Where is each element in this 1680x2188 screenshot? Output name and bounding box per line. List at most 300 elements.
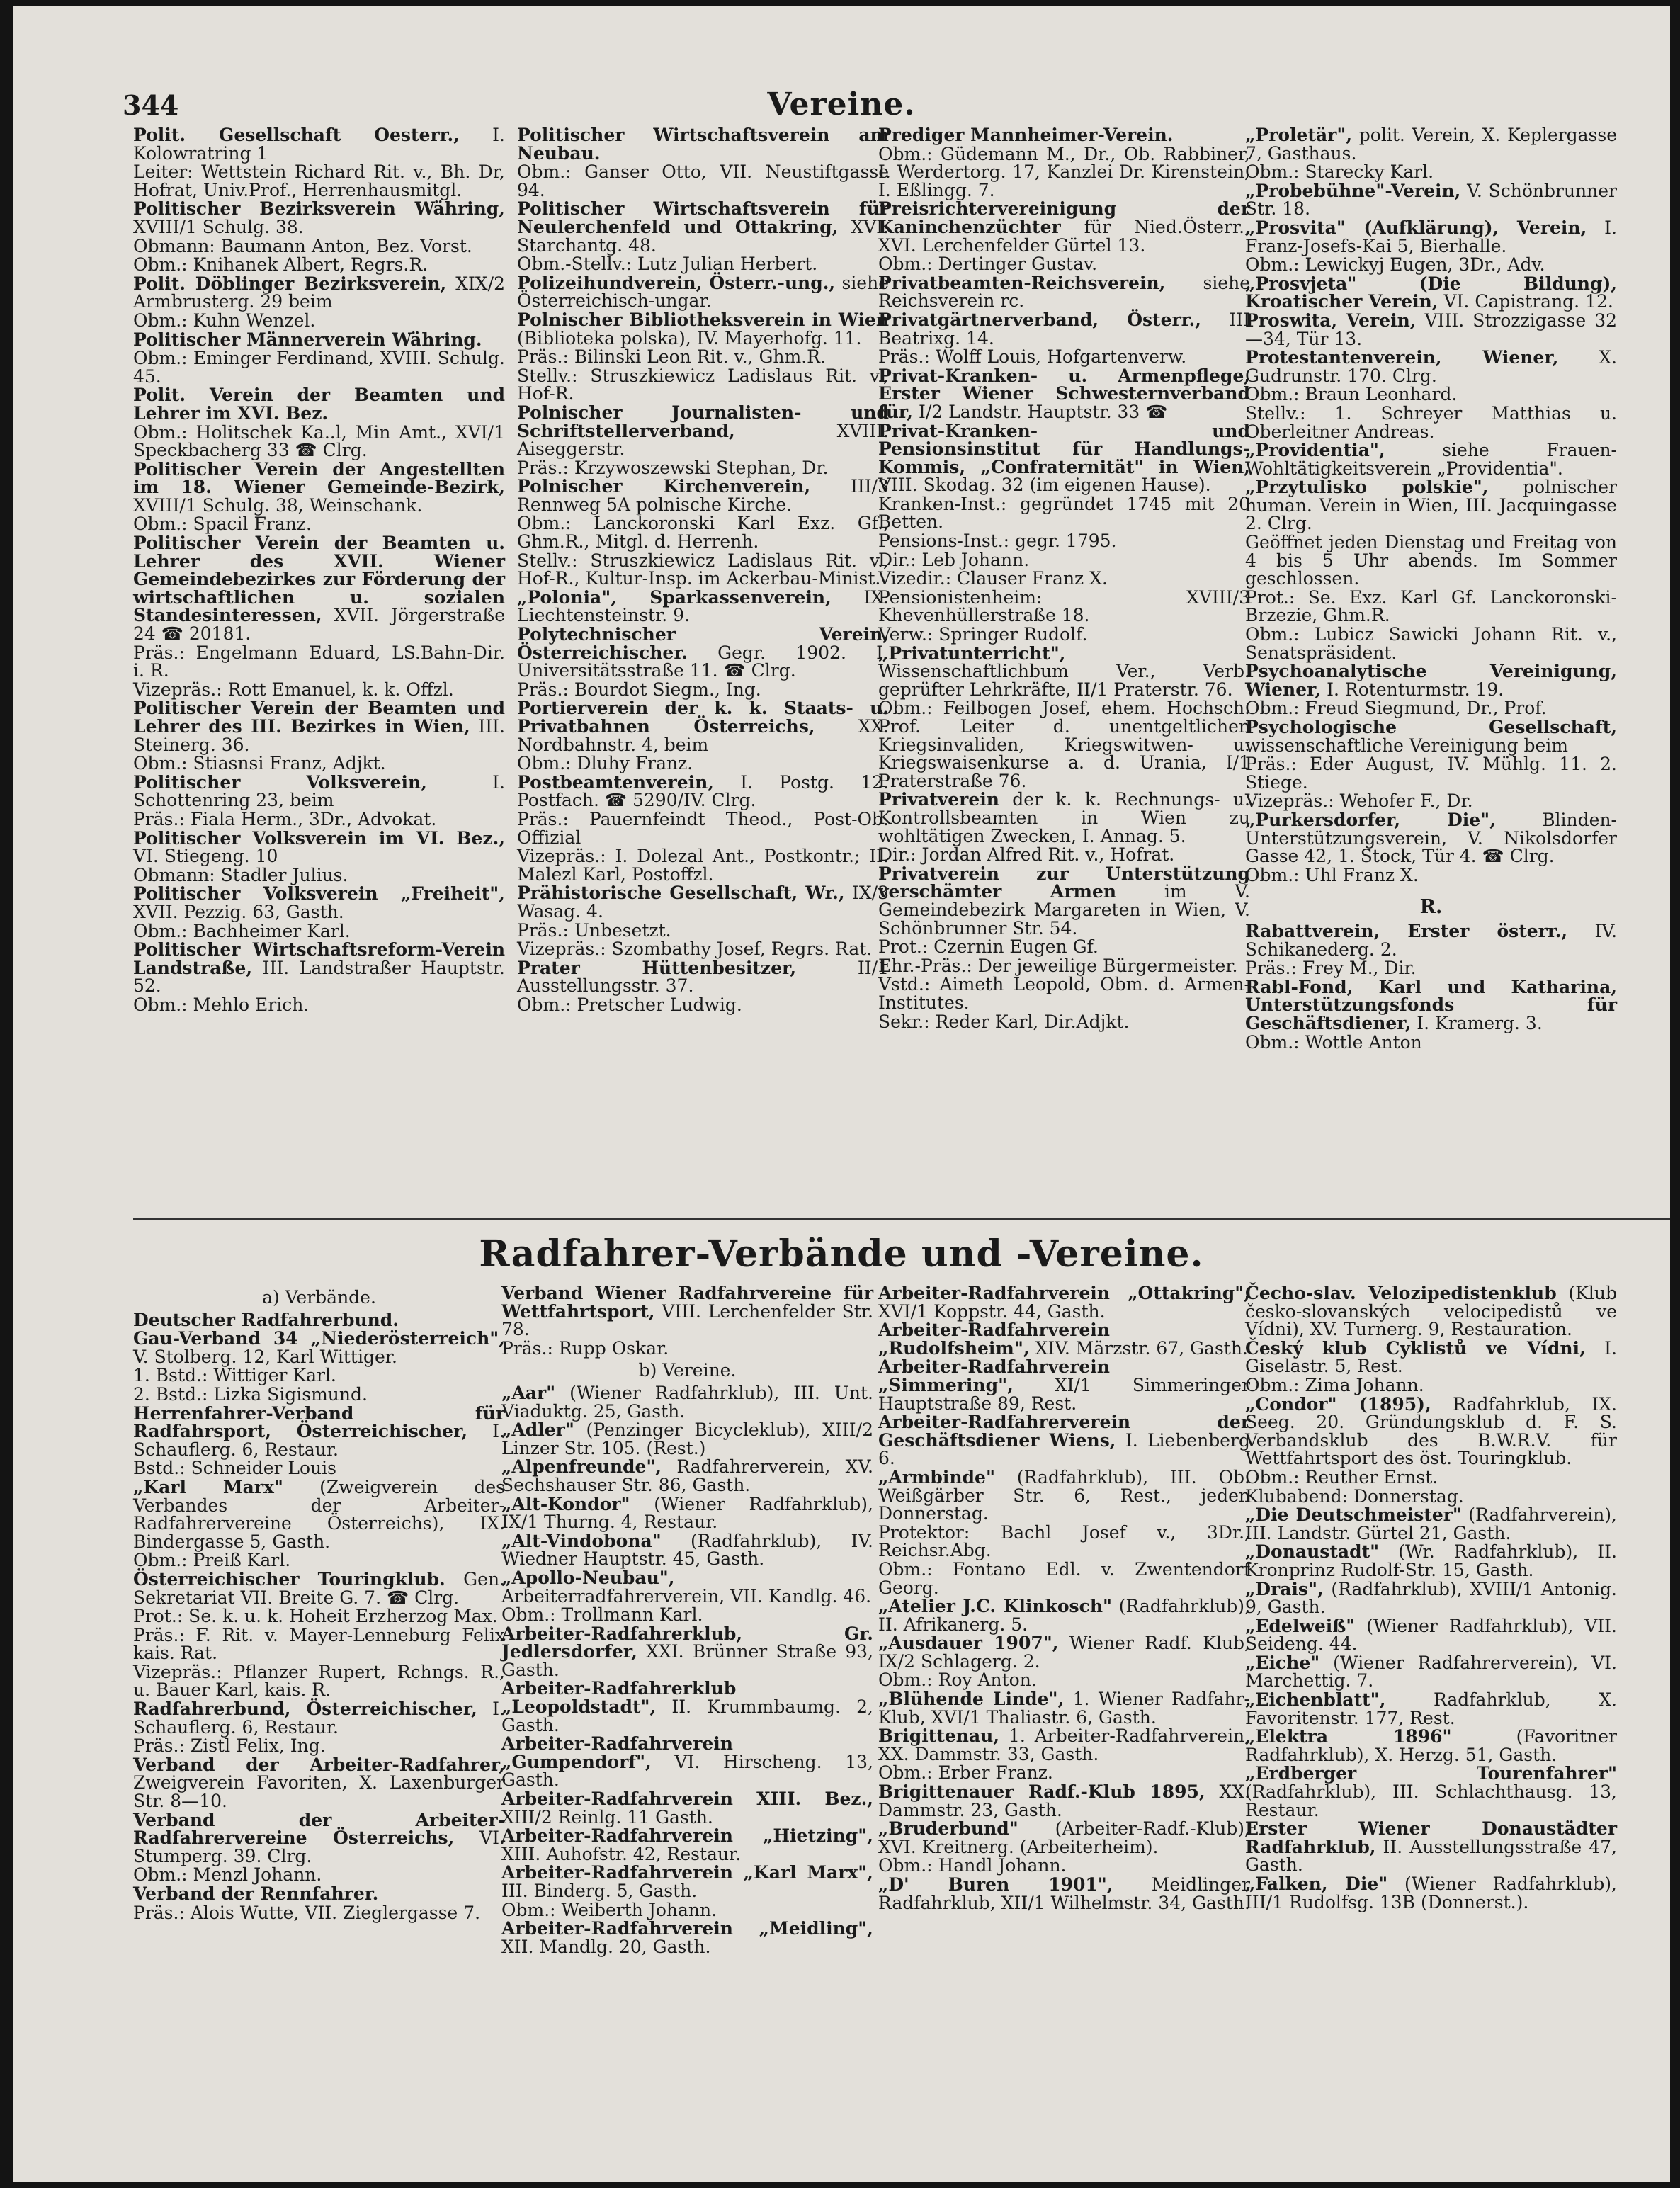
entry-name: Radfahrerbund, Österreichischer,: [133, 1699, 477, 1720]
bottom-column-2: [501, 1284, 873, 1956]
directory-entry: [517, 940, 889, 958]
entry-name: „Atelier J.C. Klinkosch": [878, 1596, 1113, 1617]
directory-entry: [501, 1901, 873, 1920]
entry-details: I. Kolowratring 1: [133, 125, 505, 164]
entry-name: „Erdberger Tourenfahrer": [1245, 1763, 1617, 1784]
entry-details: Vizepräs.: Szombathy Josef, Regrs. Rat.: [517, 939, 873, 960]
directory-entry: [517, 996, 889, 1014]
entry-name: Erster Wiener Donaustädter Radfahrklub,: [1245, 1818, 1617, 1857]
directory-entry: [878, 1468, 1250, 1523]
directory-entry: [517, 959, 889, 995]
entry-details: Arbeiterradfahrerverein, VII. Kandlg. 46.: [501, 1585, 872, 1606]
directory-entry: [878, 938, 1250, 956]
entry-details: Präs.: Fiala Herm., 3Dr., Advokat.: [133, 808, 437, 829]
entry-name: Politischer Verein der Beamten und Lehrer des III. Bezirkes in Wien,: [133, 698, 505, 737]
entry-details: (Radfahrklub), II. Afrikanerg. 5.: [878, 1596, 1250, 1635]
entry-name: Protestantenverein, Wiener,: [1245, 347, 1559, 368]
directory-entry: [1245, 1764, 1617, 1819]
entry-details: II/1 Ausstellungsstr. 37.: [517, 957, 890, 997]
entry-name: Polit. Verein der Beamten und Lehrer im XVI. Bez.: [133, 385, 505, 424]
directory-entry: [133, 126, 505, 162]
entry-details: (Arbeiter-Radf.-Klub), XVI. Kreitnerg. (Arbeiterheim).: [878, 1818, 1250, 1857]
directory-entry: [1245, 182, 1617, 218]
directory-entry: [1245, 1543, 1617, 1579]
directory-entry: [133, 421, 505, 461]
entry-details: XX. Dammstr. 23, Gasth.: [878, 1781, 1250, 1820]
directory-entry: [133, 754, 505, 773]
entry-details: XIX/2 Armbrusterg. 29 beim: [133, 273, 505, 312]
entry-details: Obm.: Roy Anton.: [878, 1670, 1037, 1691]
directory-entry: [878, 255, 1250, 273]
directory-entry: [133, 1551, 505, 1570]
entry-details: Pensionistenheim: XVIII/3 Khevenhüllerstraße 18.: [878, 586, 1250, 626]
directory-entry: [878, 957, 1250, 975]
entry-name: „Aar": [501, 1382, 556, 1403]
directory-entry: [133, 922, 505, 941]
entry-details: VI. Hirscheng. 13, Gasth.: [501, 1751, 873, 1791]
entry-name: Verband Wiener Radfahrvereine für Wettfahrtsport,: [501, 1283, 873, 1322]
directory-entry: [878, 532, 1250, 550]
top-column-1: [133, 126, 505, 1015]
entry-details: Obm.: Güdemann M., Dr., Ob. Rabbiner, I. Werdertorg. 17, Kanzlei Dr. Kirenstein, I. Eßlingg. 7.: [878, 143, 1250, 200]
directory-entry: [878, 699, 1250, 790]
entry-name: „Alpenfreunde",: [501, 1456, 662, 1478]
entry-details: Präs.: Bilinski Leon Rit. v., Ghm.R.: [517, 346, 826, 368]
entry-name: „D' Buren 1901",: [878, 1874, 1113, 1895]
directory-entry: [517, 586, 889, 626]
directory-entry: [878, 1634, 1250, 1670]
directory-entry: [1245, 478, 1617, 533]
entry-details: III Beatrixg. 14.: [878, 309, 1251, 348]
entry-details: Obm.: Wottle Anton: [1245, 1031, 1422, 1053]
directory-entry: [517, 200, 889, 254]
directory-entry: [501, 1625, 873, 1679]
entry-name: „Condor" (1895),: [1245, 1393, 1431, 1415]
directory-entry: [501, 1421, 873, 1457]
entry-name: „Falken, Die": [1245, 1874, 1388, 1894]
entry-name: Český klub Cyklistů ve Vídni,: [1245, 1337, 1586, 1359]
directory-entry: [517, 847, 889, 883]
entry-name: Politischer Volksverein,: [133, 771, 427, 793]
directory-entry: [878, 422, 1250, 494]
directory-entry: [133, 312, 505, 330]
entry-details: Stellv.: 1. Schreyer Matthias u. Oberleitner Andreas.: [1245, 402, 1617, 442]
entry-details: VI. Stiegeng. 10: [133, 846, 278, 867]
entry-details: (Radfahrverein), III. Landstr. Gürtel 21, Gasth.: [1245, 1504, 1617, 1543]
bottom-column-1: [133, 1284, 505, 1922]
directory-entry: [878, 311, 1250, 347]
directory-entry: [517, 810, 889, 846]
entry-details: IX/3 Wasag. 4.: [517, 883, 889, 922]
entry-name: „Die Deutschmeister": [1245, 1504, 1462, 1526]
directory-entry: [501, 1790, 873, 1826]
entry-name: Politischer Männerverein Währing.: [133, 329, 482, 350]
entry-details: Präs.: Engelmann Eduard, LS.Bahn-Dir. i. R.: [133, 642, 505, 681]
entry-details: Verw.: Springer Rudolf.: [878, 624, 1088, 645]
directory-entry: [1245, 163, 1617, 181]
entry-name: Politischer Volksverein im VI. Bez.,: [133, 827, 505, 849]
directory-entry: [1245, 126, 1617, 162]
entry-name: Polnischer Bibliotheksverein in Wien: [517, 309, 889, 330]
entry-details: (Wiener Radfahrklub), VII. Seideng. 44.: [1245, 1615, 1617, 1655]
entry-name: Politischer Verein der Beamten u. Lehrer des XVII. Wiener Gemeindebezirkes zur Förderung der wirtschaftlichen u. sozialen Standesinteressen,: [133, 533, 505, 626]
entry-name: Portierverein der k. k. Staats- u. Privatbahnen Österreichs,: [517, 698, 889, 737]
entry-details: III/3 Rennweg 5A polnische Kirche.: [517, 476, 889, 515]
directory-entry: [133, 1402, 505, 1460]
entry-details: XVIII. Aiseggerstr.: [517, 420, 889, 460]
directory-entry: [1245, 1376, 1617, 1395]
top-column-4: [1245, 126, 1617, 1052]
entry-details: (Favoritner Radfahrklub), X. Herzg. 51, Gasth.: [1245, 1726, 1617, 1765]
directory-entry: [1245, 718, 1617, 754]
entry-details: wissenschaftliche Vereinigung beim: [1245, 735, 1568, 756]
entry-details: Obm.: Uhl Franz X.: [1245, 864, 1419, 885]
entry-details: Obm.: Stiasnsi Franz, Adjkt.: [133, 753, 386, 774]
entry-details: Bstd.: Schneider Louis: [133, 1458, 336, 1479]
directory-entry: [501, 1679, 873, 1734]
entry-name: Polnischer Kirchenverein,: [517, 476, 811, 497]
directory-entry: [517, 681, 889, 699]
directory-entry: [501, 1339, 873, 1358]
directory-entry: [133, 386, 505, 422]
entry-details: Obm.: Fontano Edl. v. Zwentendorf Georg.: [878, 1558, 1250, 1598]
entry-details: X. Gudrunstr. 170. Clrg.: [1245, 347, 1617, 386]
entry-details: Obmann: Baumann Anton, Bez. Vorst.: [133, 235, 472, 256]
directory-entry: [517, 699, 889, 754]
entry-name: „Donaustadt": [1245, 1541, 1380, 1563]
entry-details: Vstd.: Aimeth Leopold, Obm. d. Armen-Institutes.: [878, 974, 1250, 1013]
directory-entry: [133, 1311, 505, 1330]
entry-name: „Edelweiß": [1245, 1615, 1356, 1636]
directory-entry: [133, 1885, 505, 1903]
top-column-3: [878, 126, 1250, 1031]
directory-entry: [1245, 1875, 1617, 1911]
entry-name: Österreichischer Touringklub.: [133, 1568, 445, 1589]
entry-name: Gau-Verband 34 „Niederösterreich",: [133, 1328, 505, 1349]
entry-details: Obm.: Handl Johann.: [878, 1855, 1067, 1876]
directory-entry: [1245, 312, 1617, 348]
entry-details: XIII. Auhofstr. 42, Restaur.: [501, 1843, 742, 1864]
directory-entry: [878, 1857, 1250, 1875]
directory-entry: [878, 1690, 1250, 1726]
entry-name: Prähistorische Gesellschaft, Wr.,: [517, 883, 845, 904]
directory-entry: [1245, 348, 1617, 385]
directory-entry: [133, 163, 505, 199]
directory-entry: [878, 1783, 1250, 1819]
directory-entry: [878, 790, 1250, 845]
entry-name: „Polonia", Sparkassenverein,: [517, 586, 832, 608]
entry-details: Vizepräs.: Pflanzer Rupert, Rchngs. R., u. Bauer Karl, kais. R.: [133, 1661, 505, 1701]
directory-entry: [501, 1284, 873, 1339]
entry-details: Radfahrklub, X. Favoritenstr. 177, Rest.: [1245, 1689, 1617, 1728]
directory-entry: [878, 348, 1250, 366]
entry-name: „Eiche": [1245, 1652, 1320, 1673]
entry-name: Polytechnischer Verein, Österreichischer.: [517, 624, 889, 663]
entry-name: Rabl-Fond, Karl und Katharina, Unterstützungsfonds für Geschäftsdiener,: [1245, 976, 1617, 1033]
directory-entry: [517, 255, 889, 273]
entry-details: Sekr.: Reder Karl, Dir.Adjkt.: [878, 1011, 1130, 1032]
directory-entry: [878, 1764, 1250, 1782]
directory-entry: [878, 1671, 1250, 1689]
entry-details: XXI. Brünner Straße 93, Gasth.: [501, 1641, 873, 1680]
directory-entry: [133, 1737, 505, 1755]
entry-details: Zweigverein Favoriten, X. Laxenburger Str. 8—10.: [133, 1772, 505, 1812]
entry-details: (Penzinger Bicycleklub), XIII/2 Linzer Str. 105. (Rest.): [501, 1419, 873, 1458]
entry-details: (Wiener Radfahrerverein), VI. Marchettig. 7.: [1245, 1652, 1617, 1691]
directory-entry: [517, 884, 889, 920]
directory-entry: [517, 459, 889, 477]
entry-details: (Wiener Radfahrklub), IX/1 Thurng. 4, Restaur.: [501, 1493, 873, 1533]
directory-entry: [878, 1876, 1250, 1912]
directory-entry: [517, 311, 889, 347]
directory-entry: [517, 773, 889, 810]
directory-entry: [878, 274, 1250, 310]
entry-name: „Drais",: [1245, 1578, 1324, 1599]
entry-details: (Radfahrklub), XVIII/1 Antonig. 9, Gasth.: [1245, 1578, 1617, 1618]
directory-entry: [133, 1904, 505, 1922]
directory-entry: [501, 1606, 873, 1624]
entry-details: Dir.: Leb Johann.: [878, 549, 1030, 570]
entry-details: Obm.: Bachheimer Karl.: [133, 920, 351, 941]
directory-entry: [878, 126, 1250, 144]
directory-entry: [878, 642, 1250, 700]
entry-details: Präs.: Eder August, IV. Mühlg. 11. 2. Stiege.: [1245, 754, 1617, 793]
entry-name: Prater Hüttenbesitzer,: [517, 957, 797, 978]
directory-entry: [133, 941, 505, 995]
directory-entry: [1245, 1487, 1617, 1506]
entry-details: (Zweigverein des Verbandes der Arbeiter-Radfahrervereine Österreichs), IX. Bindergasse 5, Gasth.: [133, 1476, 505, 1552]
entry-details: Obm.: Weiberth Johann.: [501, 1899, 717, 1920]
entry-details: 1. Bstd.: Wittiger Karl.: [133, 1365, 336, 1386]
entry-details: Geöffnet jeden Dienstag und Freitag von 4 bis 5 Uhr abends. Im Sommer geschlossen.: [1245, 532, 1617, 589]
entry-details: der k. k. Rechnungs- u. Kontrollsbeamten in Wien zu wohltätigen Zwecken, I. Annag. 5.: [878, 789, 1250, 846]
directory-entry: [878, 1321, 1250, 1357]
entry-name: „Apollo-Neubau",: [501, 1567, 675, 1588]
entry-name: „Probebühne"-Verein,: [1245, 180, 1461, 201]
entry-details: polnischer human. Verein in Wien, III. Jacquingasse 2. Clrg.: [1245, 477, 1617, 534]
entry-name: Verband der Rennfahrer.: [133, 1883, 379, 1904]
directory-entry: [1245, 866, 1617, 885]
entry-name: „Prosvita" (Aufklärung), Verein,: [1245, 217, 1587, 238]
entry-name: Polit. Gesellschaft Oesterr.,: [133, 125, 460, 145]
entry-name: „Alt-Vindobona": [501, 1530, 662, 1551]
entry-details: Dir.: Jordan Alfred Rit. v., Hofrat.: [878, 844, 1175, 866]
page-number: 344: [123, 89, 179, 121]
entry-name: Prediger Mannheimer-Verein.: [878, 125, 1174, 145]
directory-entry: [1245, 811, 1617, 866]
entry-details: VI. Capistrang. 12.: [1438, 291, 1613, 312]
entry-details: V. Schönbrunner Str. 18.: [1245, 180, 1617, 220]
entry-details: XVI/1 Koppstr. 44, Gasth.: [878, 1300, 1106, 1322]
entry-details: Obmann: Stadler Julius.: [133, 864, 348, 885]
entry-name: Arbeiter-Radfahrverein „Rudolfsheim",: [878, 1320, 1110, 1359]
entry-details: XIII/2 Reinlg. 11 Gasth.: [501, 1806, 713, 1827]
entry-name: Arbeiter-Radfahrerverein der Geschäftsdiener Wiens,: [878, 1412, 1250, 1451]
entry-details: I. Liebenberg 6.: [878, 1429, 1251, 1469]
entry-details: Kranken-Inst.: gegründet 1745 mit 20 Betten.: [878, 493, 1250, 533]
entry-name: „Purkersdorfer, Die",: [1245, 809, 1496, 830]
entry-name: Arbeiter-Radfahrverein „Hietzing",: [501, 1825, 873, 1847]
entry-name: „Ausdauer 1907",: [878, 1633, 1059, 1654]
entry-details: 1. Arbeiter-Radfahrverein, XX. Dammstr. 33, Gasth.: [878, 1725, 1250, 1764]
directory-entry: [133, 237, 505, 256]
entry-name: Polizeihundverein, Österr.-ung.,: [517, 272, 836, 293]
directory-entry: [1245, 699, 1617, 718]
entry-details: IV. Schikanederg. 2.: [1245, 920, 1618, 960]
entry-name: Brigittenau,: [878, 1725, 1000, 1747]
entry-details: Obm.: Spacil Franz.: [133, 514, 312, 535]
directory-entry: [133, 1366, 505, 1385]
directory-entry: [133, 515, 505, 533]
directory-entry: [133, 460, 505, 515]
entry-name: „Bruderbund": [878, 1818, 1018, 1840]
directory-entry: [878, 625, 1250, 644]
entry-details: Klubabend: Donnerstag.: [1245, 1485, 1464, 1507]
entry-details: Obm.: Ganser Otto, VII. Neustiftgasse 94.: [517, 161, 889, 200]
directory-entry: [1245, 441, 1617, 477]
directory-entry: [1245, 1033, 1617, 1052]
entry-name: „Elektra 1896": [1245, 1726, 1452, 1747]
entry-details: (Klub česko-slovanských velocipedistů ve Vídni), XV. Turnerg. 9, Restauration.: [1245, 1283, 1617, 1340]
directory-entry: [1245, 385, 1617, 404]
entry-name: „Przytulisko polskie",: [1245, 477, 1489, 498]
directory-entry: [1245, 755, 1617, 791]
entry-details: Obm.: Eminger Ferdinand, XVIII. Schulg. 45.: [133, 348, 505, 387]
entry-name: Politischer Volksverein „Freiheit",: [133, 883, 505, 905]
directory-entry: [1245, 1580, 1617, 1616]
directory-entry: [133, 1385, 505, 1404]
entry-details: 2. Bstd.: Lizka Sigismund.: [133, 1383, 368, 1405]
directory-entry: [133, 829, 505, 866]
entry-details: XIV. Märzstr. 67, Gasth.: [1029, 1337, 1248, 1359]
entry-details: Obm.: Lubicz Sawicki Johann Rit. v., Senatspräsident.: [1245, 624, 1617, 663]
entry-name: Arbeiter-Radfahrverein „Meidling",: [501, 1918, 873, 1939]
directory-entry: [517, 348, 889, 366]
entry-details: Meidlinger Radfahrklub, XII/1 Wilhelmstr. 34, Gasth.: [878, 1874, 1250, 1913]
directory-entry: [133, 885, 505, 921]
entry-details: Obm.: Kuhn Wenzel.: [133, 310, 316, 331]
directory-entry: [1245, 1691, 1617, 1727]
entry-details: Vizepräs.: Rott Emanuel, k. k. Offzl.: [133, 679, 454, 700]
entry-details: Präs.: Krzywoszewski Stephan, Dr.: [517, 457, 829, 478]
directory-entry: [878, 1284, 1250, 1320]
entry-name: Politischer Wirtschaftsreform-Verein Landstraße,: [133, 939, 505, 978]
entry-name: Rabattverein, Erster österr.,: [1245, 920, 1568, 941]
entry-details: Obm.: Dertinger Gustav.: [878, 254, 1098, 275]
entry-name: „Alt-Kondor": [501, 1493, 630, 1514]
directory-entry: [878, 367, 1250, 421]
entry-name: Privat-Kranken- und Pensionsinstitut für Handlungs-Kommis, „Confraternität" in Wien,: [878, 420, 1250, 477]
entry-details: (Wiener Radfahrklub), III/1 Rudolfsg. 13B (Donnerst.).: [1245, 1874, 1617, 1912]
directory-entry: [1245, 275, 1617, 311]
entry-details: Obm.: Holitschek Ka..l, Min Amt., XVI/1 Speckbacherg 33 ☎ Clrg.: [133, 421, 505, 461]
entry-details: Wissenschaftlichbum Ver., Verb. geprüfter Lehrkräfte, II/1 Praterstr. 76.: [878, 661, 1250, 700]
entry-name: Politischer Wirtschaftsverein am Neubau.: [517, 125, 889, 164]
scanned-page: [13, 6, 1670, 2182]
entry-name: „Privatunterricht",: [878, 642, 1066, 664]
entry-name: Polit. Döblinger Bezirksverein,: [133, 273, 447, 294]
entry-details: XX. Nordbahnstr. 4, beim: [517, 716, 889, 755]
directory-entry: [133, 681, 505, 699]
directory-entry: [501, 1735, 873, 1789]
entry-name: Brigittenauer Radf.-Klub 1895,: [878, 1781, 1205, 1803]
entry-details: siehe Frauen-Wohltätigkeitsverein „Providentia".: [1245, 440, 1617, 479]
section-rule: [133, 1218, 1670, 1220]
entry-name: Arbeiter-Radfahrerklub „Leopoldstadt",: [501, 1678, 737, 1718]
entry-name: „Proletär",: [1245, 125, 1353, 145]
entry-details: I. Schottenring 23, beim: [133, 771, 505, 811]
entry-details: siehe Österreichisch-ungar.: [517, 272, 890, 312]
directory-entry: [1245, 404, 1617, 441]
directory-entry: [878, 495, 1250, 531]
entry-details: XVI. Starchantg. 48.: [517, 216, 889, 256]
directory-entry: [133, 810, 505, 829]
entry-details: Protektor: Bachl Josef v., 3Dr., Reichsr.Abg.: [878, 1521, 1250, 1561]
entry-name: Arbeiter-Radfahrverein „Simmering",: [878, 1356, 1110, 1395]
entry-details: I. Kramerg. 3.: [1411, 1012, 1543, 1033]
directory-entry: [133, 644, 505, 680]
entry-name: Preisrichtervereinigung der Kaninchenzüchter: [878, 198, 1250, 237]
directory-entry: [878, 1413, 1250, 1468]
directory-entry: [517, 274, 889, 310]
entry-details: (Wr. Radfahrklub), II. Kronprinz Rudolf-Str. 15, Gasth.: [1245, 1541, 1617, 1580]
directory-entry: [133, 1570, 505, 1606]
entry-details: Stellv.: Struszkiewicz Ladislaus Rit. v., Hof-R., Kultur-Insp. im Ackerbau-Minist.: [517, 550, 889, 589]
directory-entry: [133, 996, 505, 1014]
directory-entry: [1245, 1339, 1617, 1376]
directory-entry: [501, 1827, 873, 1863]
directory-entry: [133, 1866, 505, 1884]
entry-details: Vizepräs.: I. Dolezal Ant., Postkontr.; II. Malezl Karl, Postoffzl.: [517, 846, 889, 885]
entry-details: Obm.: Freud Siegmund, Dr., Prof.: [1245, 698, 1547, 719]
directory-entry: [517, 514, 889, 550]
entry-name: Herrenfahrer-Verband für Radfahrsport, Österreichischer,: [133, 1402, 505, 1442]
directory-entry: [133, 256, 505, 274]
entry-details: XII. Mandlg. 20, Gasth.: [501, 1936, 711, 1957]
entry-name: Deutscher Radfahrerbund.: [133, 1309, 399, 1330]
directory-entry: [1245, 1284, 1617, 1339]
subsection-label: b) Vereine.: [638, 1360, 737, 1381]
entry-name: Psychoanalytische Vereinigung, Wiener,: [1245, 661, 1617, 700]
directory-entry: [1245, 533, 1617, 588]
entry-details: Stellv.: Struszkiewicz Ladislaus Rit. v., Hof-R.: [517, 365, 889, 404]
directory-entry: [133, 200, 505, 236]
directory-entry: [1245, 978, 1617, 1033]
directory-entry: [133, 699, 505, 754]
directory-entry: [878, 1820, 1250, 1856]
entry-name: „Blühende Linde",: [878, 1689, 1065, 1710]
entry-details: (Radfahrklub), III. Ob. Weißgärber Str. 6, Rest., jeden Donnerstag.: [878, 1466, 1250, 1524]
page-header-title: Vereine.: [767, 86, 916, 123]
entry-name: Privatgärtnerverband, Österr.,: [878, 309, 1201, 330]
entry-details: Obm.: Mehlo Erich.: [133, 994, 310, 1015]
entry-details: VIII. Lerchenfelder Str. 78.: [501, 1300, 873, 1340]
directory-entry: [1245, 586, 1617, 626]
entry-details: Obm.: Lewickyj Eugen, 3Dr., Adv.: [1245, 254, 1545, 276]
entry-details: VIII. Skodag. 32 (im eigenen Hause).: [878, 475, 1211, 496]
directory-entry: [501, 1864, 873, 1900]
entry-name: Privatverein: [878, 789, 999, 810]
entry-details: VIII. Strozzigasse 32—34, Tür 13.: [1245, 310, 1618, 349]
entry-details: Obm.: Lanckoronski Karl Exz. Gf., Ghm.R., Mitgl. d. Herrenh.: [517, 513, 889, 552]
entry-details: Präs.: F. Rit. v. Mayer-Lenneburg Felix kais. Rat.: [133, 1624, 505, 1664]
directory-entry: [133, 331, 505, 349]
entry-name: „Eichenblatt",: [1245, 1689, 1386, 1711]
directory-entry: [1245, 1468, 1617, 1487]
directory-entry: [1245, 219, 1617, 255]
entry-details: polit. Verein, X. Keplergasse 7, Gasthaus.: [1245, 125, 1617, 164]
entry-details: Obm.: Braun Leonhard.: [1245, 384, 1458, 405]
